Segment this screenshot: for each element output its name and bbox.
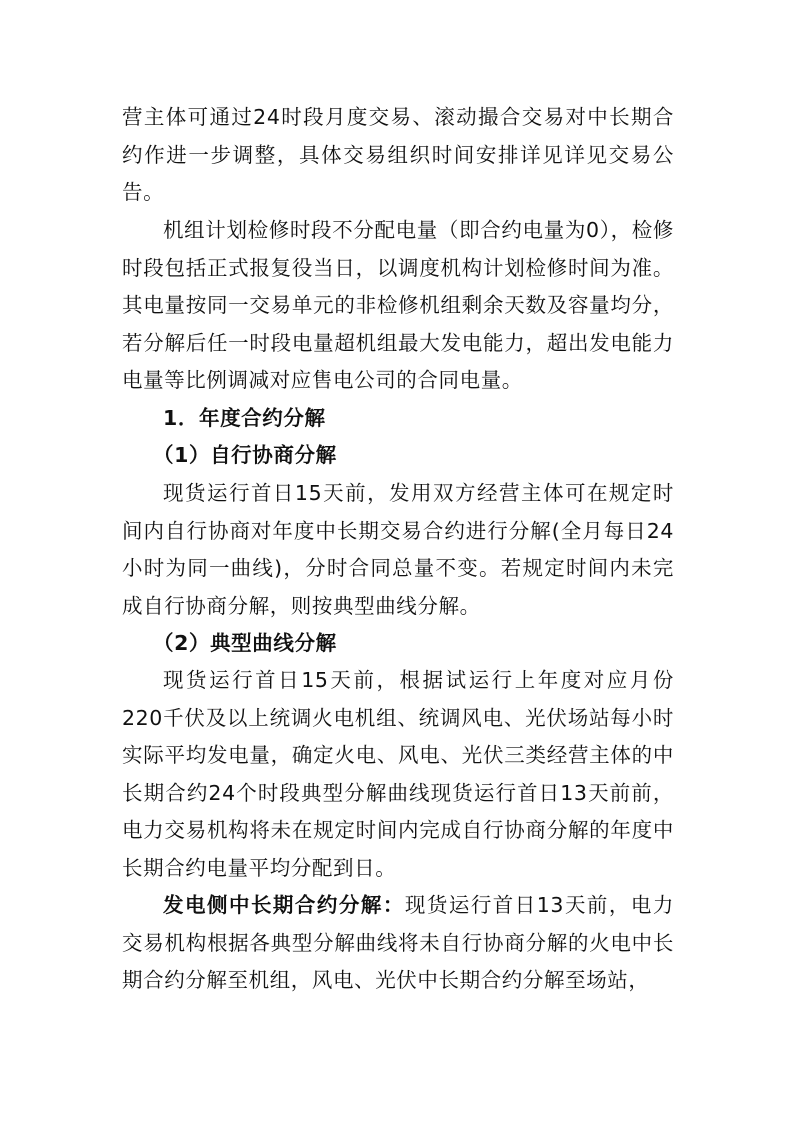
generation-side-body: 现货运行首日13天前，电力交易机构根据各典型分解曲线将未自行协商分解的火电中长期合约分解至机组，风电、光伏中长期合约分解至场站， <box>122 893 674 993</box>
paragraph-typical-curve: 现货运行首日15天前，根据试运行上年度对应月份220千伏及以上统调火电机组、统调风电、光伏场站每小时实际平均发电量，确定火电、风电、光伏三类经营主体的中长期合约24个时段典型分解曲线现货运行首日13天前前，电力交易机构将未在规定时间内完成自行协商分解的年度中长期合约电量平均分配到日。 <box>122 668 674 880</box>
paragraph-generation-side <box>122 887 674 1000</box>
generation-side-lead: 发电侧中长期合约分解： <box>163 893 405 917</box>
subsection-heading-self-negotiation: （1）自行协商分解 <box>153 443 337 467</box>
section-heading-annual-contract: 1．年度合约分解 <box>163 406 326 430</box>
paragraph-maintenance: 机组计划检修时段不分配电量（即合约电量为0），检修时段包括正式报复役当日，以调度机构计划检修时间为准。其电量按同一交易单元的非检修机组剩余天数及容量均分，若分解后任一时段电量超机组最大发电能力，超出发电能力电量等比例调减对应售电公司的合同电量。 <box>122 218 674 393</box>
subsection-heading-typical-curve: （2）典型曲线分解 <box>153 631 337 655</box>
paragraph-self-negotiation: 现货运行首日15天前，发用双方经营主体可在规定时间内自行协商对年度中长期交易合约进行分解(全月每日24小时为同一曲线)，分时合同总量不变。若规定时间内未完成自行协商分解，则按典型曲线分解。 <box>122 481 674 618</box>
paragraph-continued: 营主体可通过24时段月度交易、滚动撮合交易对中长期合约作进一步调整，具体交易组织时间安排详见详见交易公告。 <box>122 105 674 205</box>
